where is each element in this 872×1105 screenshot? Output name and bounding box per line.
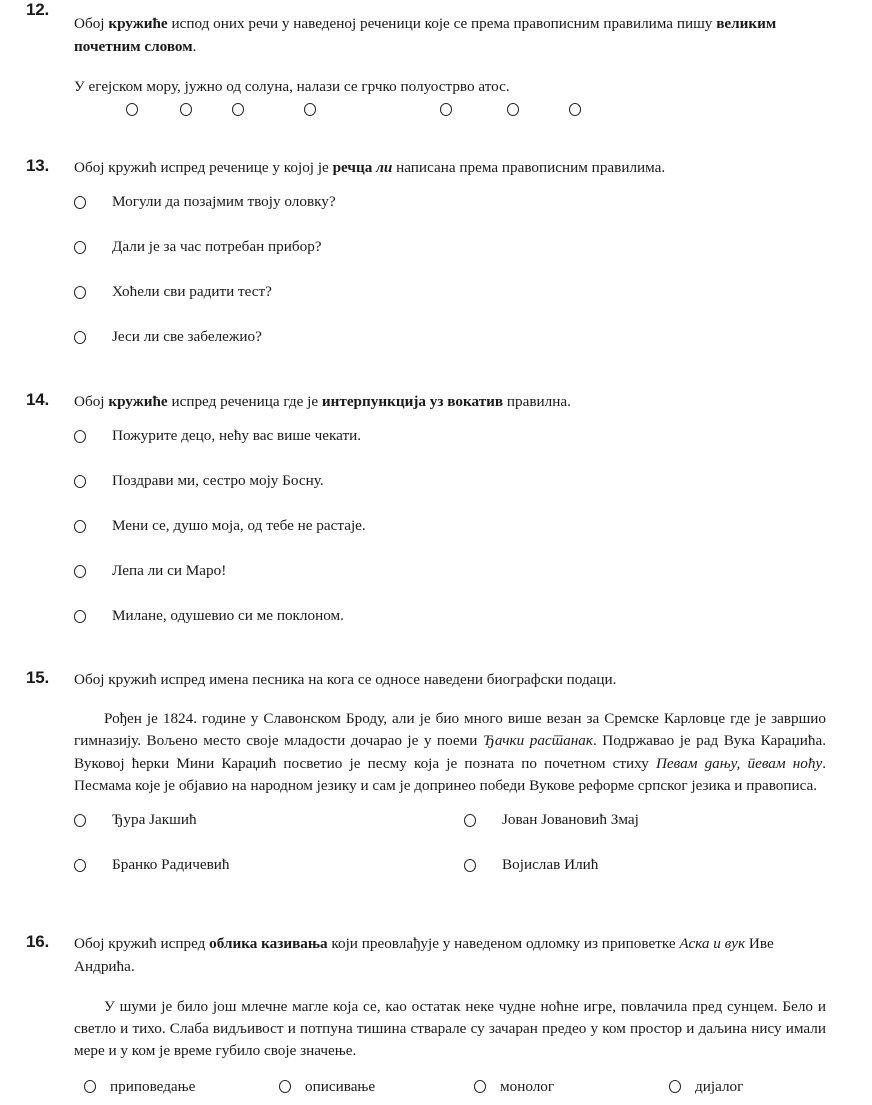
option-label: Бранко Радичевић: [112, 855, 230, 873]
option-label: Могули да позајмим твоју оловку?: [112, 193, 336, 210]
question-14-number: 14.: [26, 390, 50, 409]
question-16-passage: [74, 996, 832, 1063]
stem-seg: правилна.: [503, 393, 571, 410]
option-row[interactable]: [74, 426, 832, 471]
passage-seg: . Песмама које је објавио на народном језику и сам је допринео победи Вукове реформе српског језика и правописа.: [74, 754, 827, 795]
question-16-number: 16.: [26, 931, 50, 951]
stem-seg-bold: кружиће: [108, 15, 168, 32]
stem-seg: Обој кружић испред реченице у којој је: [74, 159, 333, 176]
option-row[interactable]: [74, 855, 464, 900]
option-circle[interactable]: [474, 1080, 486, 1093]
option-circle[interactable]: [74, 475, 86, 488]
option-circle[interactable]: [74, 286, 86, 299]
option-circle[interactable]: [84, 1080, 96, 1093]
option-label: Поздрави ми, сестро мојy Босну.: [112, 472, 324, 489]
stem-seg-bold-italic: ли: [372, 159, 393, 176]
option-label: Дали је за час потребан прибор?: [112, 238, 322, 255]
option-circle[interactable]: [279, 1080, 291, 1093]
stem-seg-bold: кружиће: [108, 393, 168, 410]
question-15: [0, 668, 872, 900]
option-circle[interactable]: [669, 1080, 681, 1093]
question-12-number: 12.: [26, 0, 50, 19]
stem-seg: Иве Андрића.: [74, 934, 774, 975]
stem-seg-bold: речца: [332, 159, 373, 176]
option-label: Ђура Јакшић: [112, 810, 197, 828]
question-15-options: [74, 810, 832, 900]
stem-seg: Обој кружић испред: [74, 934, 210, 952]
question-12: [0, 0, 872, 122]
option-circle[interactable]: [74, 610, 86, 623]
stem-seg: испод оних речи у наведеној реченици које се према правописним правилима пишу: [167, 15, 717, 32]
option-label: Милане, одушевио си ме поклоном.: [112, 607, 344, 624]
question-16-stem: [74, 932, 832, 978]
question-15-stem: [74, 668, 832, 691]
option-label: приповедање: [110, 1077, 196, 1095]
question-15-number: 15.: [26, 668, 50, 687]
option-circle[interactable]: [74, 814, 86, 827]
option-circle[interactable]: [74, 520, 86, 533]
option-label: Мени се, душо моја, од тебе не растаје.: [112, 517, 366, 534]
word-marker-circle[interactable]: [232, 103, 244, 116]
option-label: Лепа ли си Маро!: [112, 562, 227, 579]
option-circle[interactable]: [464, 859, 476, 872]
option-circle[interactable]: [74, 859, 86, 872]
word-marker-circle[interactable]: [126, 103, 138, 116]
stem-seg-bold: интерпункција уз вокатив: [321, 393, 504, 410]
option-row[interactable]: [74, 810, 464, 855]
question-15-passage: [74, 708, 832, 798]
option-row[interactable]: [74, 327, 832, 372]
option-circle[interactable]: [74, 241, 86, 254]
option-label: описивање: [305, 1077, 376, 1095]
option-row[interactable]: [84, 1079, 195, 1095]
word-marker-circle[interactable]: [304, 103, 316, 116]
option-row[interactable]: [74, 237, 832, 282]
word-marker-circle[interactable]: [569, 103, 581, 116]
option-row[interactable]: [74, 606, 832, 651]
option-label: Пожурите децо, нећу вас више чекати.: [112, 427, 362, 444]
option-row[interactable]: [74, 282, 832, 327]
word-marker-circle[interactable]: [507, 103, 519, 116]
question-14-stem: [74, 390, 832, 413]
option-circle[interactable]: [74, 196, 86, 209]
option-label: дијалог: [695, 1077, 744, 1095]
stem-seg: написана према правописним правилима.: [392, 159, 666, 176]
stem-seg: Обој: [74, 393, 109, 410]
option-row[interactable]: [669, 1079, 743, 1095]
stem-seg: .: [192, 38, 197, 55]
option-label: монолог: [500, 1077, 555, 1095]
stem-seg-bold: облика казивања: [209, 934, 328, 952]
option-label: Јеси ли све забележио?: [112, 328, 262, 345]
option-row[interactable]: [279, 1079, 375, 1095]
stem-seg: испред реченица где је: [167, 393, 322, 410]
stem-seg-bold: великим почетним словом: [74, 15, 777, 55]
question-16-options: [74, 1079, 832, 1105]
option-row[interactable]: [474, 1079, 554, 1095]
word-marker-circle[interactable]: [440, 103, 452, 116]
passage-seg: Рођен је 1824. године у Славонском Броду, али је био много више везан за Сремске Карловце где је завршио гимназију. Вољено место своје младости дочарао је у поеми: [74, 710, 826, 750]
option-row[interactable]: [74, 192, 832, 237]
passage-seg-italic: Певам дању, певам ноћу: [655, 754, 823, 772]
question-13-options: [74, 192, 832, 372]
question-12-sentence: У егејском мору, јужно од солуна, налази се грчко полуострво атос.: [74, 78, 510, 95]
option-row[interactable]: [464, 855, 832, 900]
passage-seg-italic: Ђачки растанак: [482, 732, 593, 750]
option-row[interactable]: [74, 471, 832, 516]
question-14: [0, 390, 872, 651]
question-13-stem: [74, 156, 832, 179]
option-circle[interactable]: [464, 814, 476, 827]
option-row[interactable]: [74, 516, 832, 561]
question-13: [0, 156, 872, 372]
question-16: [0, 932, 872, 1105]
question-14-options: [74, 426, 832, 651]
option-row[interactable]: [464, 810, 832, 855]
option-label: Војислав Илић: [502, 855, 599, 873]
stem-seg: Обој: [74, 15, 109, 32]
stem-seg: Обој кружић испред имена песника на кога се односе наведени биографски подаци.: [74, 671, 617, 688]
option-label: Хоћели сви радити тест?: [112, 283, 272, 300]
passage-seg: . Подржавао је рад Вука Караџића. Вуковој ћерки Мини Караџић посветио је песму која је позната по почетном стиху: [74, 732, 826, 772]
option-label: Јован Јовановић Змај: [502, 810, 639, 828]
question-12-stem: [74, 12, 832, 58]
passage-seg: У шуми је било још млечне магле која се, као остатак неке чудне ноћне игре, повлачила пред сунцем. Бело и светло и тихо. Слаба видљивост и потпуна тишина стварале су зачаран предео у ком простор и даљина нису имали мере и у ком је време губило своје значење.: [74, 997, 826, 1060]
option-circle[interactable]: [74, 331, 86, 344]
option-circle[interactable]: [74, 430, 86, 443]
stem-seg-italic: Аска и вук: [679, 934, 746, 952]
stem-seg: који преовлађује у наведеном одломку из приповетке: [327, 934, 680, 952]
question-12-marker-row: [74, 100, 832, 122]
word-marker-circle[interactable]: [180, 103, 192, 116]
question-13-number: 13.: [26, 156, 50, 175]
option-circle[interactable]: [74, 565, 86, 578]
option-row[interactable]: [74, 561, 832, 606]
